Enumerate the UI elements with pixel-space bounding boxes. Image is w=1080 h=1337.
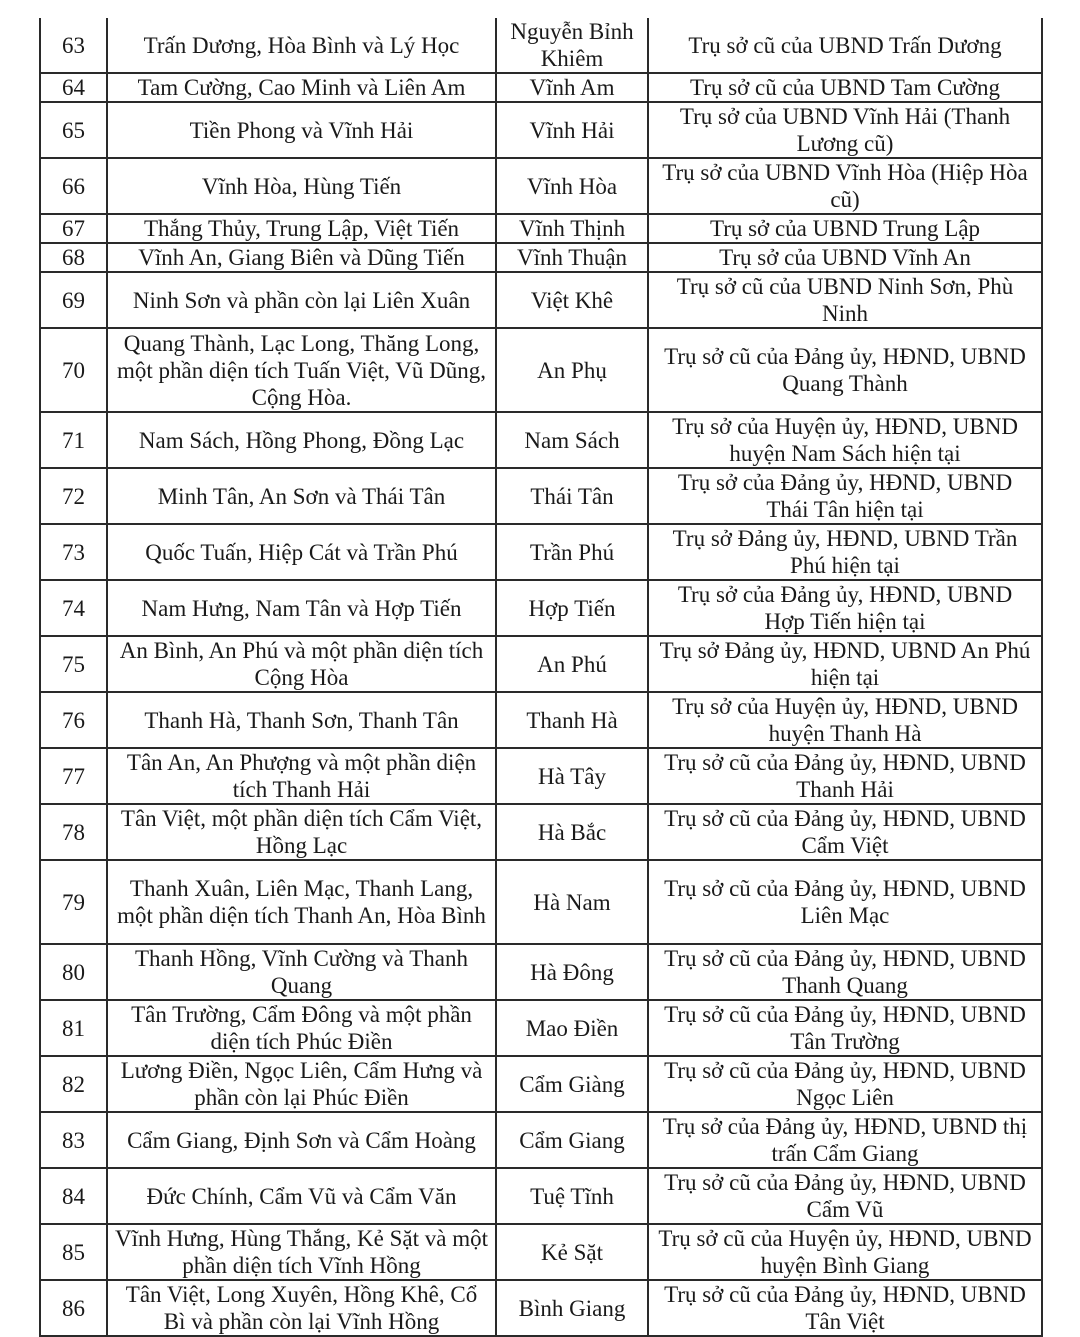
new-unit-name-cell: Hà Đông — [496, 944, 648, 1000]
row-number: 63 — [40, 18, 107, 73]
table-row — [40, 804, 1042, 860]
table-row — [40, 1280, 1042, 1336]
new-unit-name-cell: Bình Giang — [496, 1280, 648, 1336]
merged-units-cell: Lương Điền, Ngọc Liên, Cẩm Hưng và phần còn lại Phúc Điền — [107, 1056, 496, 1112]
table-row — [40, 214, 1042, 243]
headquarters-cell: Trụ sở cũ của UBND Tam Cường — [648, 73, 1042, 102]
table-row — [40, 412, 1042, 468]
row-number: 75 — [40, 636, 107, 692]
new-unit-name-cell: Vĩnh Hải — [496, 102, 648, 158]
headquarters-cell: Trụ sở của Huyện ủy, HĐND, UBND huyện Thanh Hà — [648, 692, 1042, 748]
row-number: 86 — [40, 1280, 107, 1336]
merged-units-cell: Tiền Phong và Vĩnh Hải — [107, 102, 496, 158]
table-row — [40, 18, 1042, 73]
merged-units-cell: Nam Hưng, Nam Tân và Hợp Tiến — [107, 580, 496, 636]
table-row — [40, 748, 1042, 804]
table-row — [40, 580, 1042, 636]
row-number: 73 — [40, 524, 107, 580]
headquarters-cell: Trụ sở của UBND Vĩnh Hải (Thanh Lương cũ) — [648, 102, 1042, 158]
row-number: 67 — [40, 214, 107, 243]
headquarters-cell: Trụ sở cũ của UBND Trấn Dương — [648, 18, 1042, 73]
table-row — [40, 328, 1042, 412]
table-row — [40, 1224, 1042, 1280]
headquarters-cell: Trụ sở cũ của Đảng ủy, HĐND, UBND Liên Mạc — [648, 860, 1042, 944]
new-unit-name-cell: Trần Phú — [496, 524, 648, 580]
new-unit-name-cell: Hà Tây — [496, 748, 648, 804]
merged-units-cell: Tân Trường, Cẩm Đông và một phần diện tích Phúc Điền — [107, 1000, 496, 1056]
merged-units-cell: Nam Sách, Hồng Phong, Đồng Lạc — [107, 412, 496, 468]
table-row — [40, 468, 1042, 524]
merged-units-cell: Thắng Thủy, Trung Lập, Việt Tiến — [107, 214, 496, 243]
headquarters-cell: Trụ sở cũ của Huyện ủy, HĐND, UBND huyện Bình Giang — [648, 1224, 1042, 1280]
table-row — [40, 1112, 1042, 1168]
headquarters-cell: Trụ sở của UBND Vĩnh An — [648, 243, 1042, 272]
row-number: 71 — [40, 412, 107, 468]
merged-units-cell: Vĩnh An, Giang Biên và Dũng Tiến — [107, 243, 496, 272]
row-number: 84 — [40, 1168, 107, 1224]
new-unit-name-cell: Vĩnh Thịnh — [496, 214, 648, 243]
table-row — [40, 524, 1042, 580]
table-row — [40, 1056, 1042, 1112]
new-unit-name-cell: Nam Sách — [496, 412, 648, 468]
merged-units-cell: Thanh Hồng, Vĩnh Cường và Thanh Quang — [107, 944, 496, 1000]
merged-units-cell: Ninh Sơn và phần còn lại Liên Xuân — [107, 272, 496, 328]
headquarters-cell: Trụ sở của Huyện ủy, HĐND, UBND huyện Nam Sách hiện tại — [648, 412, 1042, 468]
headquarters-cell: Trụ sở Đảng ủy, HĐND, UBND Trần Phú hiện tại — [648, 524, 1042, 580]
merged-units-cell: Tân An, An Phượng và một phần diện tích Thanh Hải — [107, 748, 496, 804]
new-unit-name-cell: Hợp Tiến — [496, 580, 648, 636]
merged-units-cell: Quốc Tuấn, Hiệp Cát và Trần Phú — [107, 524, 496, 580]
new-unit-name-cell: Tuệ Tĩnh — [496, 1168, 648, 1224]
table-row — [40, 272, 1042, 328]
headquarters-cell: Trụ sở cũ của Đảng ủy, HĐND, UBND Quang Thành — [648, 328, 1042, 412]
headquarters-cell: Trụ sở cũ của Đảng ủy, HĐND, UBND Thanh Hải — [648, 748, 1042, 804]
row-number: 85 — [40, 1224, 107, 1280]
row-number: 78 — [40, 804, 107, 860]
row-number: 77 — [40, 748, 107, 804]
table-row — [40, 1000, 1042, 1056]
headquarters-cell: Trụ sở của Đảng ủy, HĐND, UBND Thái Tân hiện tại — [648, 468, 1042, 524]
new-unit-name-cell: Thanh Hà — [496, 692, 648, 748]
headquarters-cell: Trụ sở cũ của Đảng ủy, HĐND, UBND Cẩm Vũ — [648, 1168, 1042, 1224]
merged-units-cell: Vĩnh Hưng, Hùng Thắng, Kẻ Sặt và một phần diện tích Vĩnh Hồng — [107, 1224, 496, 1280]
new-unit-name-cell: Thái Tân — [496, 468, 648, 524]
table-row — [40, 860, 1042, 944]
new-unit-name-cell: Nguyễn Bỉnh Khiêm — [496, 18, 648, 73]
merged-units-cell: Tam Cường, Cao Minh và Liên Am — [107, 73, 496, 102]
merged-units-cell: Đức Chính, Cẩm Vũ và Cẩm Văn — [107, 1168, 496, 1224]
headquarters-cell: Trụ sở cũ của UBND Ninh Sơn, Phù Ninh — [648, 272, 1042, 328]
headquarters-cell: Trụ sở cũ của Đảng ủy, HĐND, UBND Thanh Quang — [648, 944, 1042, 1000]
headquarters-cell: Trụ sở của Đảng ủy, HĐND, UBND thị trấn Cẩm Giang — [648, 1112, 1042, 1168]
row-number: 64 — [40, 73, 107, 102]
table-row — [40, 636, 1042, 692]
new-unit-name-cell: Vĩnh Thuận — [496, 243, 648, 272]
table-row — [40, 944, 1042, 1000]
row-number: 66 — [40, 158, 107, 214]
merged-units-cell: Thanh Xuân, Liên Mạc, Thanh Lang, một phần diện tích Thanh An, Hòa Bình — [107, 860, 496, 944]
merged-units-cell: Tân Việt, một phần diện tích Cẩm Việt, Hồng Lạc — [107, 804, 496, 860]
merged-units-cell: An Bình, An Phú và một phần diện tích Cộng Hòa — [107, 636, 496, 692]
merged-units-cell: Quang Thành, Lạc Long, Thăng Long, một phần diện tích Tuấn Việt, Vũ Dũng, Cộng Hòa. — [107, 328, 496, 412]
table-row — [40, 1168, 1042, 1224]
row-number: 69 — [40, 272, 107, 328]
headquarters-cell: Trụ sở cũ của Đảng ủy, HĐND, UBND Tân Việt — [648, 1280, 1042, 1336]
table-row — [40, 102, 1042, 158]
new-unit-name-cell: Hà Bắc — [496, 804, 648, 860]
merged-units-cell: Vĩnh Hòa, Hùng Tiến — [107, 158, 496, 214]
merged-units-cell: Thanh Hà, Thanh Sơn, Thanh Tân — [107, 692, 496, 748]
new-unit-name-cell: Hà Nam — [496, 860, 648, 944]
row-number: 82 — [40, 1056, 107, 1112]
row-number: 68 — [40, 243, 107, 272]
merged-units-cell: Tân Việt, Long Xuyên, Hồng Khê, Cổ Bì và phần còn lại Vĩnh Hồng — [107, 1280, 496, 1336]
table-row — [40, 243, 1042, 272]
table-body — [40, 18, 1042, 1336]
headquarters-cell: Trụ sở cũ của Đảng ủy, HĐND, UBND Ngọc Liên — [648, 1056, 1042, 1112]
headquarters-cell: Trụ sở Đảng ủy, HĐND, UBND An Phú hiện tại — [648, 636, 1042, 692]
headquarters-cell: Trụ sở cũ của Đảng ủy, HĐND, UBND Cẩm Việt — [648, 804, 1042, 860]
new-unit-name-cell: Việt Khê — [496, 272, 648, 328]
new-unit-name-cell: Vĩnh Hòa — [496, 158, 648, 214]
merged-units-cell: Minh Tân, An Sơn và Thái Tân — [107, 468, 496, 524]
row-number: 74 — [40, 580, 107, 636]
row-number: 83 — [40, 1112, 107, 1168]
headquarters-cell: Trụ sở của UBND Vĩnh Hòa (Hiệp Hòa cũ) — [648, 158, 1042, 214]
headquarters-cell: Trụ sở của Đảng ủy, HĐND, UBND Hợp Tiến hiện tại — [648, 580, 1042, 636]
merged-units-cell: Cẩm Giang, Định Sơn và Cẩm Hoàng — [107, 1112, 496, 1168]
new-unit-name-cell: Cẩm Giàng — [496, 1056, 648, 1112]
table-row — [40, 692, 1042, 748]
row-number: 80 — [40, 944, 107, 1000]
new-unit-name-cell: Kẻ Sặt — [496, 1224, 648, 1280]
table-row — [40, 73, 1042, 102]
new-unit-name-cell: Vĩnh Am — [496, 73, 648, 102]
row-number: 76 — [40, 692, 107, 748]
row-number: 70 — [40, 328, 107, 412]
commune-merger-table — [39, 18, 1043, 1337]
headquarters-cell: Trụ sở cũ của Đảng ủy, HĐND, UBND Tân Trường — [648, 1000, 1042, 1056]
new-unit-name-cell: An Phụ — [496, 328, 648, 412]
merged-units-cell: Trấn Dương, Hòa Bình và Lý Học — [107, 18, 496, 73]
row-number: 81 — [40, 1000, 107, 1056]
new-unit-name-cell: An Phú — [496, 636, 648, 692]
row-number: 72 — [40, 468, 107, 524]
new-unit-name-cell: Cẩm Giang — [496, 1112, 648, 1168]
row-number: 65 — [40, 102, 107, 158]
new-unit-name-cell: Mao Điền — [496, 1000, 648, 1056]
row-number: 79 — [40, 860, 107, 944]
headquarters-cell: Trụ sở của UBND Trung Lập — [648, 214, 1042, 243]
table-row — [40, 158, 1042, 214]
